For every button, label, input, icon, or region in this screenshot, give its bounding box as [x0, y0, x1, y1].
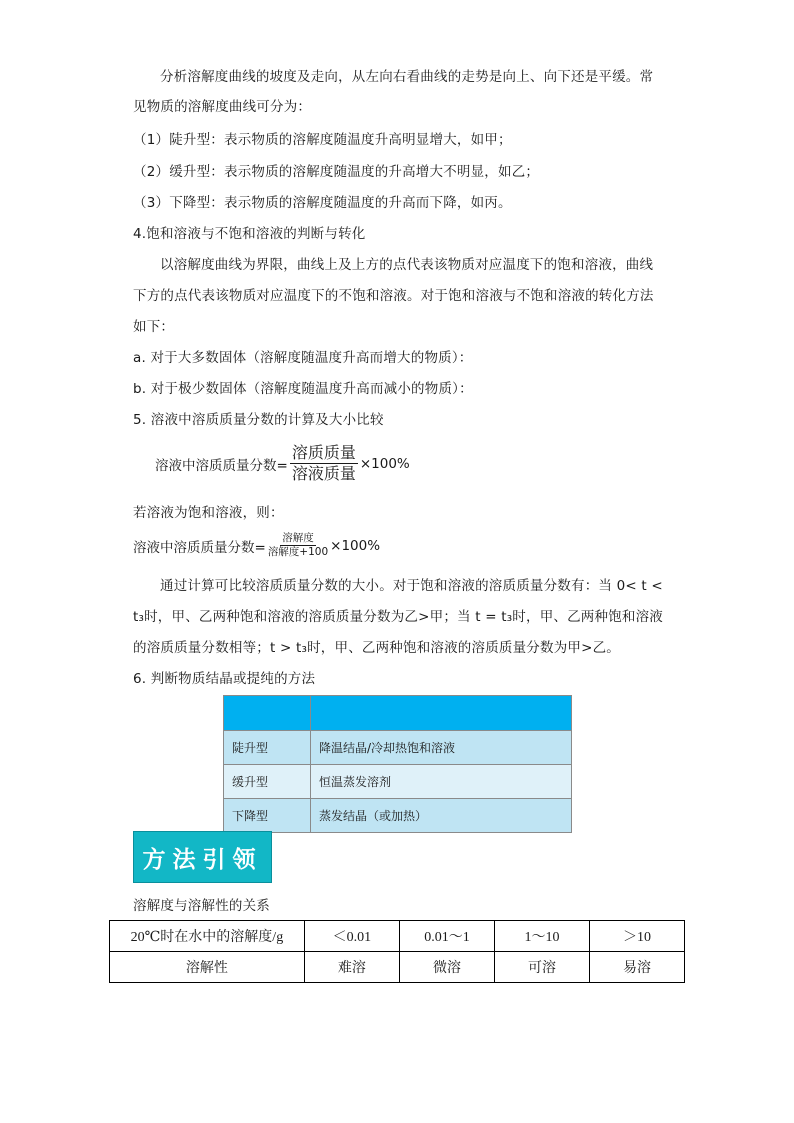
- section-4-item-b: b. 对于极少数固体（溶解度随温度升高而减小的物质）：: [133, 381, 473, 397]
- solubility-class-label: 溶解性: [110, 952, 305, 983]
- section-5-para-1: 通过计算可比较溶质质量分数的大小。对于饱和溶液的溶质质量分数有：当 0< t <: [160, 578, 663, 594]
- method-cell: 降温结晶/冷却热饱和溶液: [311, 731, 572, 765]
- section-4-para-3: 如下：: [133, 319, 175, 335]
- section-4-title: 4.饱和溶液与不饱和溶液的判断与转化: [133, 226, 366, 242]
- solubility-range-cell: ＜0.01: [304, 921, 399, 952]
- method-cell: 恒温蒸发溶剂: [311, 765, 572, 799]
- banner-text: 方法引领: [142, 845, 263, 873]
- saturated-formula: [133, 532, 380, 559]
- section-4-para-1: 以溶解度曲线为界限，曲线上及上方的点代表该物质对应温度下的饱和溶液，曲线: [160, 257, 654, 273]
- table-header-cell: [311, 696, 572, 731]
- table-header-row: [224, 696, 572, 731]
- solubility-class-cell: 难溶: [304, 952, 399, 983]
- solubility-class-row: [110, 952, 685, 983]
- solubility-class-cell: 易溶: [590, 952, 685, 983]
- section-5-title: 5. 溶液中溶质质量分数的计算及大小比较: [133, 412, 384, 428]
- curve-type-cell: 陡升型: [224, 731, 311, 765]
- section-4-item-a: a. 对于大多数固体（溶解度随温度升高而增大的物质）：: [133, 350, 473, 366]
- saturated-formula-lhs: 溶液中溶质质量分数=: [133, 539, 266, 556]
- table-row: [224, 731, 572, 765]
- curve-type-cell: 下降型: [224, 799, 311, 833]
- section-5-para-2: t₃时，甲、乙两种饱和溶液的溶质质量分数为乙>甲；当 t = t₃时，甲、乙两种饱和溶液: [133, 609, 663, 625]
- saturated-formula-tail: ×100%: [330, 537, 381, 554]
- solubility-class-cell: 可溶: [495, 952, 590, 983]
- formula-tail: ×100%: [359, 455, 410, 472]
- formula-fraction: [290, 443, 358, 484]
- solubility-range-cell: ＞10: [590, 921, 685, 952]
- saturated-note: 若溶液为饱和溶液，则：: [133, 505, 284, 521]
- table-row: [224, 799, 572, 833]
- formula-denominator: 溶液质量: [291, 464, 356, 483]
- section-5-para-3: 的溶质质量分数相等；t > t₃时，甲、乙两种饱和溶液的溶质质量分数为甲>乙。: [133, 640, 621, 656]
- intro-item-1: （1）陡升型：表示物质的溶解度随温度升高明显增大，如甲；: [133, 132, 512, 148]
- method-guide-banner: [133, 831, 272, 883]
- section-4-para-2: 下方的点代表该物质对应温度下的不饱和溶液。对于饱和溶液与不饱和溶液的转化方法: [133, 288, 654, 304]
- curve-type-cell: 缓升型: [224, 765, 311, 799]
- solubility-range-cell: 1～10: [495, 921, 590, 952]
- intro-item-3: （3）下降型：表示物质的溶解度随温度的升高而下降，如丙。: [133, 195, 512, 211]
- mass-fraction-formula: [155, 443, 410, 484]
- saturated-formula-fraction: [268, 532, 328, 559]
- intro-item-2: （2）缓升型：表示物质的溶解度随温度的升高增大不明显，如乙；: [133, 164, 540, 180]
- saturated-formula-denominator: 溶解度+100: [267, 546, 329, 558]
- solubility-header-row: [110, 921, 685, 952]
- crystallization-table: [223, 695, 572, 833]
- solubility-class-cell: 微溶: [399, 952, 494, 983]
- solubility-range-cell: 0.01～1: [399, 921, 494, 952]
- section-6-title: 6. 判断物质结晶或提纯的方法: [133, 671, 316, 687]
- formula-lhs: 溶液中溶质质量分数=: [155, 457, 288, 474]
- solubility-table: [109, 920, 685, 983]
- formula-numerator: 溶质质量: [291, 443, 356, 462]
- relation-title: 溶解度与溶解性的关系: [133, 898, 270, 914]
- intro-line-1: 分析溶解度曲线的坡度及走向，从左向右看曲线的走势是向上、向下还是平缓。常: [160, 69, 654, 85]
- solubility-range-label: 20℃时在水中的溶解度/g: [110, 921, 305, 952]
- table-row: [224, 765, 572, 799]
- method-cell: 蒸发结晶（或加热）: [311, 799, 572, 833]
- table-header-cell: [224, 696, 311, 731]
- saturated-formula-numerator: 溶解度: [282, 532, 314, 544]
- intro-line-2: 见物质的溶解度曲线可分为：: [133, 99, 312, 115]
